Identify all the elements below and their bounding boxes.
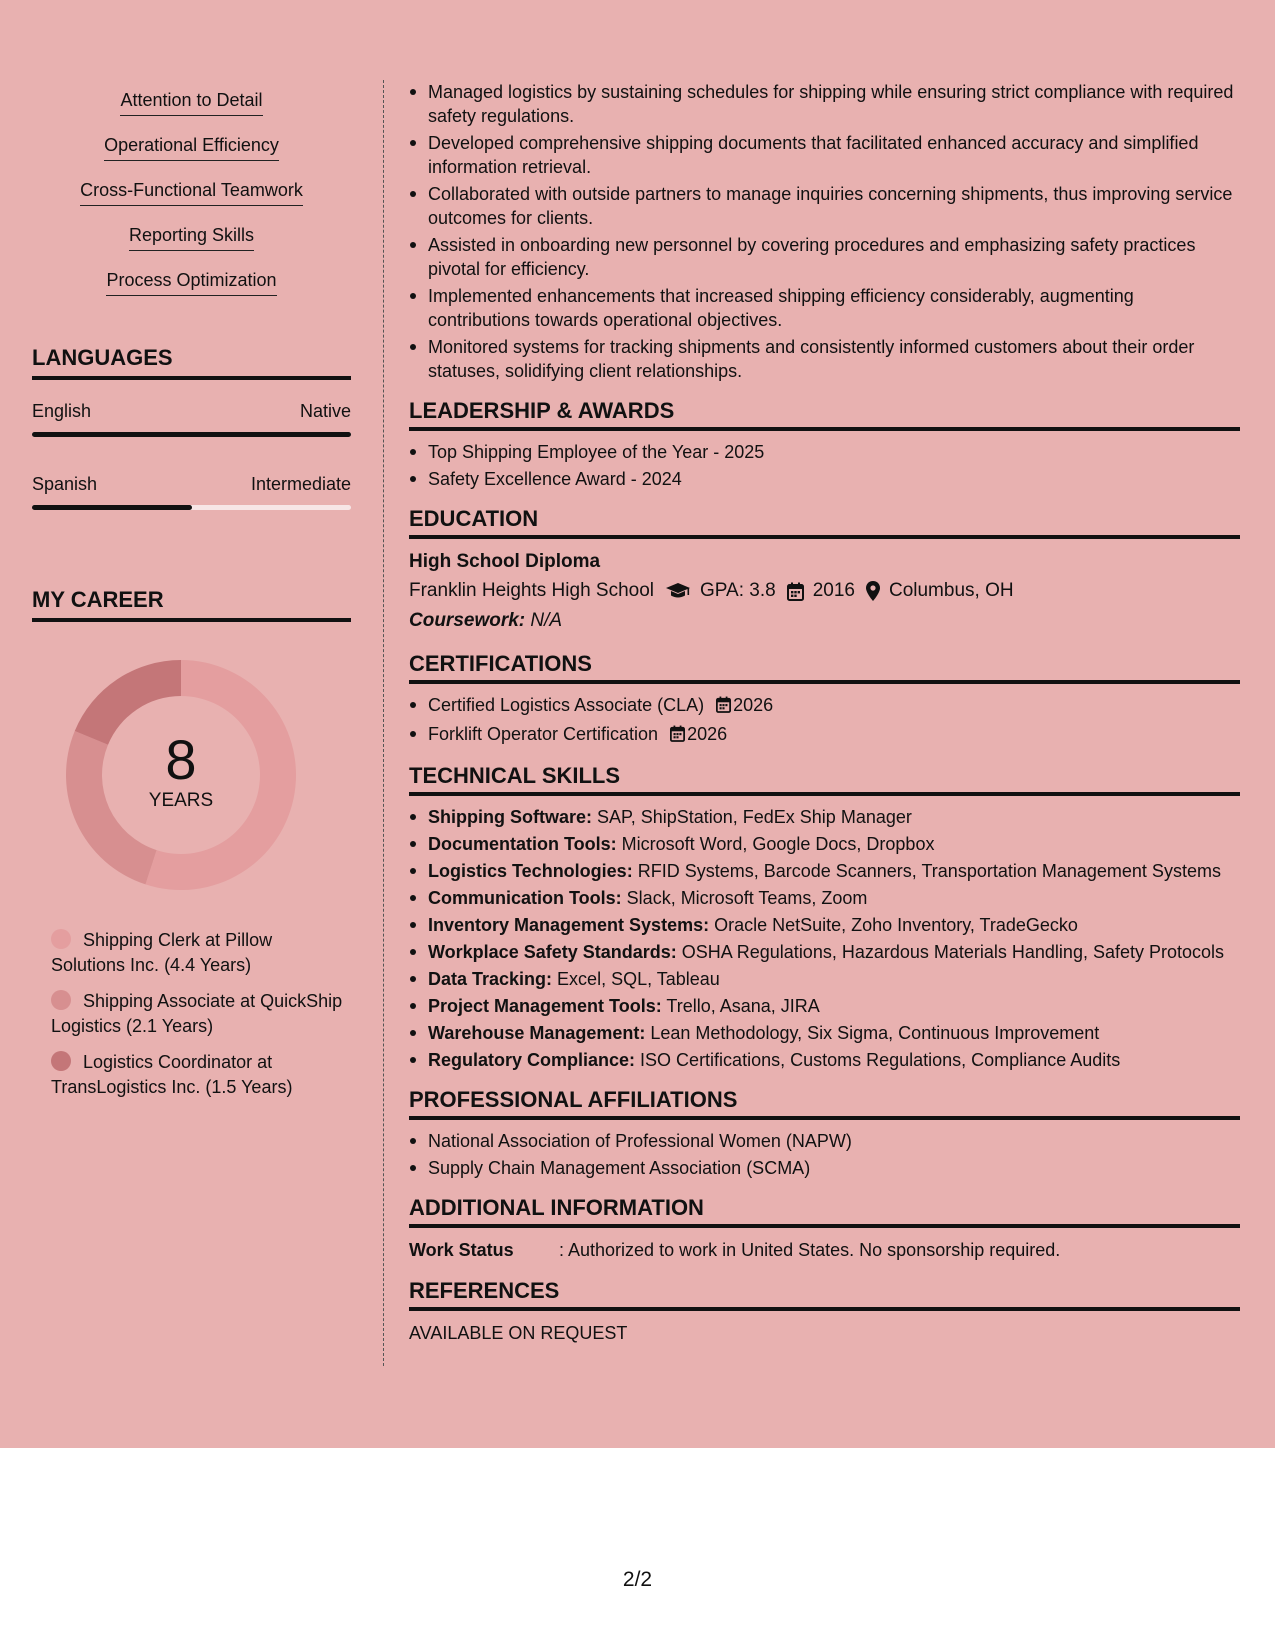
skill-item: Reporting Skills [32, 221, 351, 266]
affiliation-item: National Association of Professional Women (NAPW) [409, 1129, 1240, 1153]
technical-skill-item: Regulatory Compliance: ISO Certifications, Customs Regulations, Compliance Audits [409, 1048, 1240, 1072]
additional-info-title: ADDITIONAL INFORMATION [409, 1193, 1240, 1228]
technical-skill-item: Documentation Tools: Microsoft Word, Google Docs, Dropbox [409, 832, 1240, 856]
gpa: GPA: 3.8 [700, 580, 776, 601]
skill-item: Operational Efficiency [32, 131, 351, 176]
graduation-cap-icon [665, 582, 691, 600]
experience-bullet: Assisted in onboarding new personnel by covering procedures and emphasizing safety practices pivotal for efficiency. [409, 233, 1240, 281]
legend-dot [51, 929, 71, 949]
award-item: Top Shipping Employee of the Year - 2025 [409, 440, 1240, 464]
school-name: Franklin Heights High School [409, 580, 655, 601]
legend-item: Shipping Clerk at Pillow Solutions Inc. (4.4 Years) [51, 930, 273, 975]
certification-item: Certified Logistics Associate (CLA) 2026 [409, 693, 1240, 719]
career-total-years: 8 [165, 728, 197, 791]
skills-list [32, 0, 351, 311]
technical-skill-item: Project Management Tools: Trello, Asana, JIRA [409, 994, 1240, 1018]
language-item [32, 471, 351, 510]
language-bar [32, 432, 351, 437]
work-status-row [409, 1237, 1240, 1263]
skill-item: Process Optimization [32, 266, 351, 311]
education-title: EDUCATION [409, 504, 1240, 539]
graduation-year: 2016 [812, 580, 855, 601]
sidebar [32, 0, 351, 1097]
language-item [32, 398, 351, 437]
language-bar-fill [32, 432, 351, 437]
language-level: Native [299, 401, 351, 421]
technical-skill-item: Logistics Technologies: RFID Systems, Barcode Scanners, Transportation Management Systems [409, 859, 1240, 883]
language-bar-fill [32, 505, 192, 510]
calendar-icon [787, 582, 804, 601]
legend-item: Shipping Associate at QuickShip Logistics (2.1 Years) [51, 991, 343, 1036]
calendar-icon [716, 695, 731, 719]
certification-item: Forklift Operator Certification 2026 [409, 722, 1240, 748]
languages-title: LANGUAGES [32, 342, 351, 380]
experience-bullet: Monitored systems for tracking shipments and consistently informed customers about their order statuses, solidifying client relationships. [409, 335, 1240, 383]
experience-bullet: Managed logistics by sustaining schedules for shipping while ensuring strict compliance with required safety regulations. [409, 80, 1240, 128]
affiliations-title: PROFESSIONAL AFFILIATIONS [409, 1085, 1240, 1120]
awards-title: LEADERSHIP & AWARDS [409, 396, 1240, 431]
main-content [409, 80, 1240, 1346]
career-legend [32, 928, 351, 1100]
career-donut [66, 660, 296, 890]
technical-skill-item: Data Tracking: Excel, SQL, Tableau [409, 967, 1240, 991]
education-details [409, 576, 1240, 606]
education-section [409, 504, 1240, 636]
degree-title: High School Diploma [409, 551, 601, 572]
language-name: Spanish [32, 474, 98, 494]
references-text: AVAILABLE ON REQUEST [409, 1323, 628, 1343]
affiliations-section [409, 1085, 1240, 1180]
technical-skill-item: Communication Tools: Slack, Microsoft Teams, Zoom [409, 886, 1240, 910]
technical-skills-title: TECHNICAL SKILLS [409, 761, 1240, 796]
experience-bullet: Collaborated with outside partners to manage inquiries concerning shipments, thus improving service outcomes for clients. [409, 182, 1240, 230]
certifications-section [409, 649, 1240, 748]
skill-item: Attention to Detail [32, 86, 351, 131]
experience-bullet: Developed comprehensive shipping documents that facilitated enhanced accuracy and simplified information retrieval. [409, 131, 1240, 179]
technical-skill-item: Shipping Software: SAP, ShipStation, FedEx Ship Manager [409, 805, 1240, 829]
legend-dot [51, 1051, 71, 1071]
technical-skill-item: Warehouse Management: Lean Methodology, Six Sigma, Continuous Improvement [409, 1021, 1240, 1045]
references-section [409, 1276, 1240, 1346]
experience-bullets [409, 80, 1240, 383]
calendar-icon [670, 724, 685, 748]
column-divider [383, 80, 384, 1366]
languages-section [32, 342, 351, 510]
references-title: REFERENCES [409, 1276, 1240, 1311]
technical-skill-item: Inventory Management Systems: Oracle NetSuite, Zoho Inventory, TradeGecko [409, 913, 1240, 937]
legend-item: Logistics Coordinator at TransLogistics Inc. (1.5 Years) [51, 1052, 293, 1097]
additional-info-section [409, 1193, 1240, 1263]
work-status-value: : Authorized to work in United States. No sponsorship required. [559, 1240, 1061, 1260]
language-level: Intermediate [250, 474, 351, 494]
work-status-label: Work Status [409, 1240, 514, 1260]
map-pin-icon [866, 581, 880, 601]
affiliation-item: Supply Chain Management Association (SCMA) [409, 1156, 1240, 1180]
award-item: Safety Excellence Award - 2024 [409, 467, 1240, 491]
awards-section [409, 396, 1240, 491]
certifications-title: CERTIFICATIONS [409, 649, 1240, 684]
experience-bullet: Implemented enhancements that increased shipping efficiency considerably, augmenting contributions towards operational objectives. [409, 284, 1240, 332]
career-title: MY CAREER [32, 584, 351, 622]
technical-skill-item: Workplace Safety Standards: OSHA Regulations, Hazardous Materials Handling, Safety Protocols [409, 940, 1240, 964]
technical-skills-section [409, 761, 1240, 1072]
language-name: English [32, 401, 92, 421]
page-number: 2/2 [622, 1568, 653, 1591]
legend-dot [51, 990, 71, 1010]
coursework: Coursework: N/A [409, 610, 563, 631]
school-location: Columbus, OH [888, 580, 1014, 601]
language-bar [32, 505, 351, 510]
skill-item: Cross-Functional Teamwork [32, 176, 351, 221]
career-section [32, 584, 351, 1111]
career-years-label: YEARS [148, 790, 214, 811]
